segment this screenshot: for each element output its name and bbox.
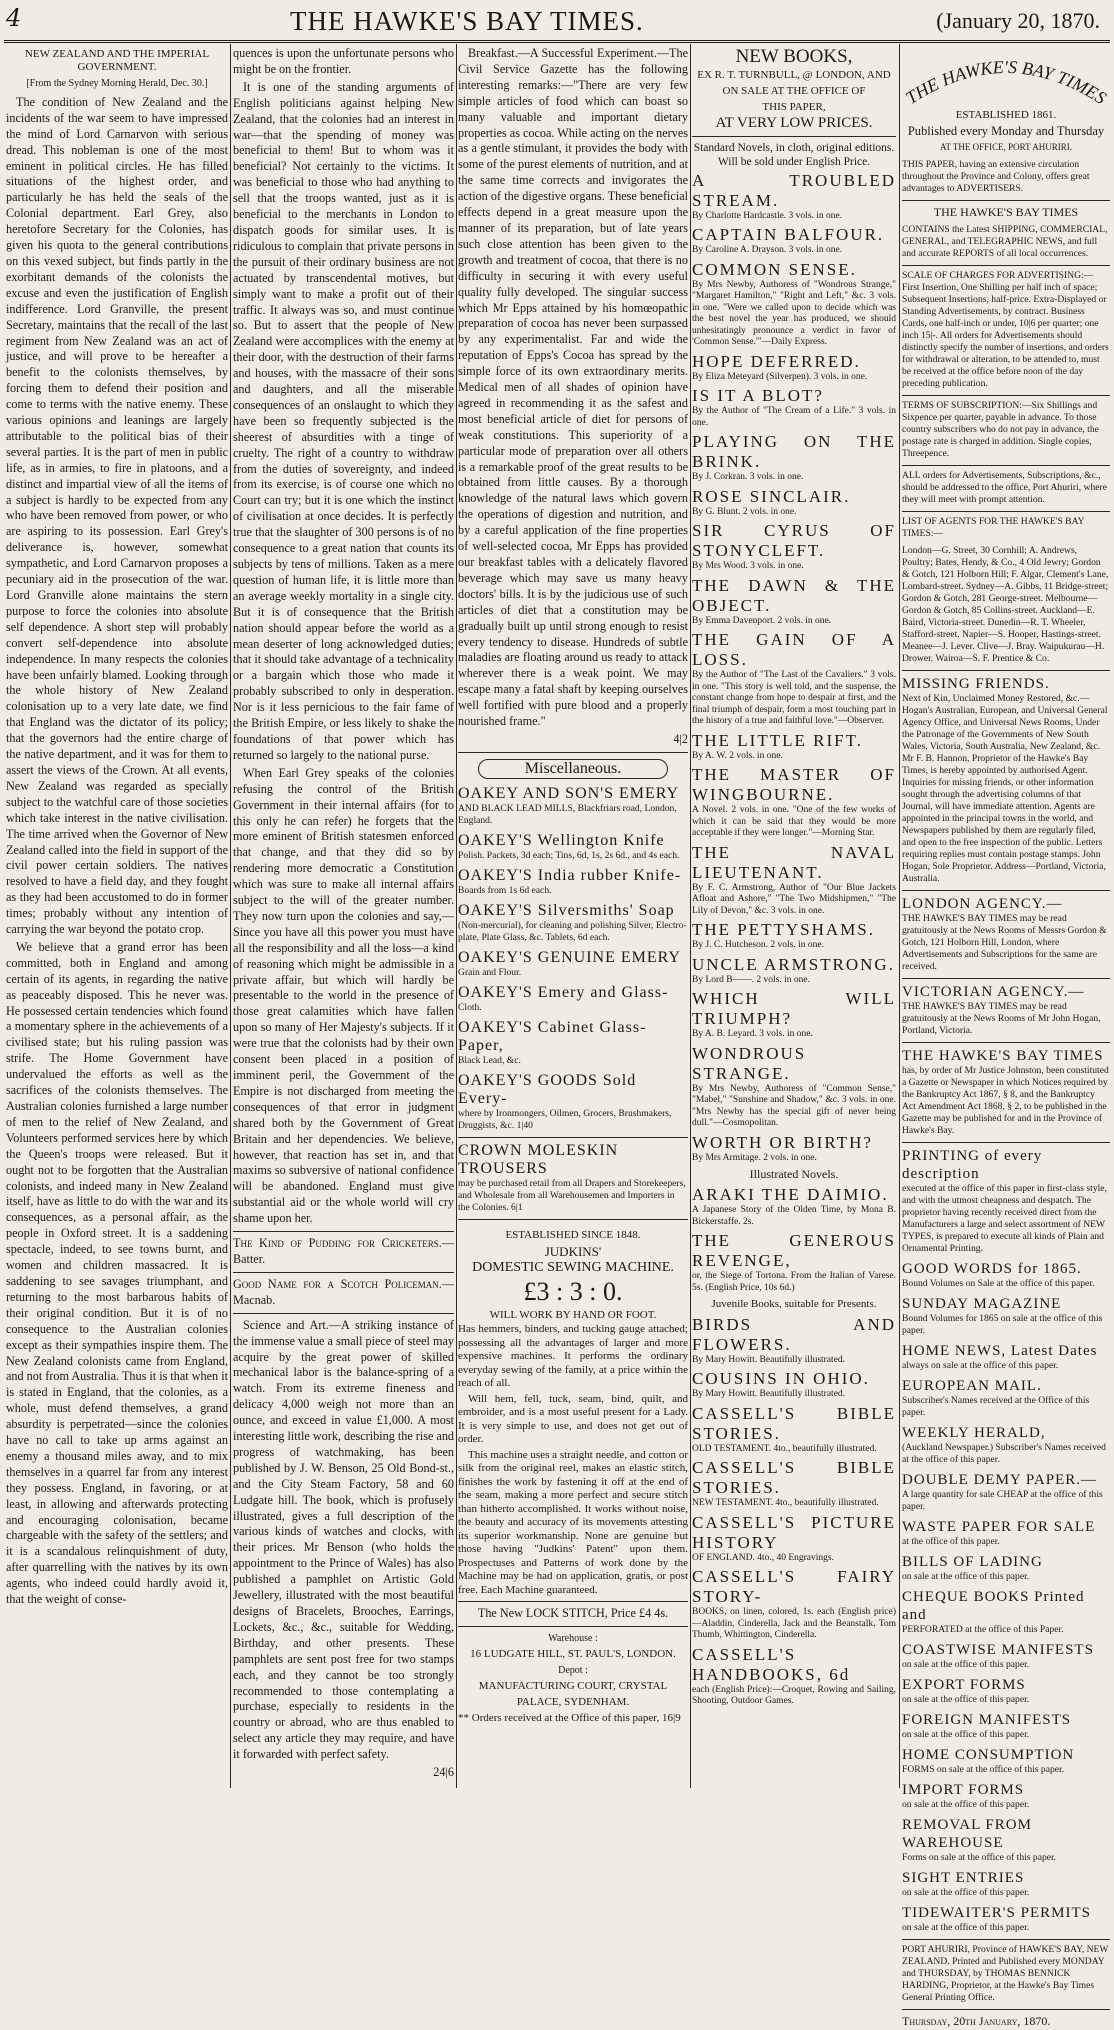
standard-novels: Standard Novels, in cloth, original editions. Will be sold under English Price. bbox=[693, 141, 895, 168]
new-books-on-sale: ON SALE AT THE OFFICE OF bbox=[722, 84, 866, 97]
divider bbox=[458, 1601, 688, 1602]
divider bbox=[902, 1042, 1110, 1043]
column-rule bbox=[899, 44, 900, 1788]
oakey-ad: OAKEY AND SON'S EMERY AND BLACK LEAD MILLS, Blackfriars road, London, England. bbox=[458, 784, 680, 826]
crown-ad: CROWN MOLESKIN TROUSERS may be purchased retail from all Drapers and Storekeepers, and Wholesale from all Warehousemen and Importers in the Colonies. 6|1 bbox=[458, 1141, 686, 1213]
terms-ad: TERMS OF SUBSCRIPTION:—Six Shillings and Sixpence per quarter, payable in advance. To those country subscribers who do not pay in advance, the postage rate is charged in addition. Single copies, Threepence. bbox=[902, 399, 1099, 459]
sewing-work: WILL WORK BY HAND OR FOOT. bbox=[489, 1308, 657, 1321]
short-ad: HOME CONSUMPTION FORMS on sale at the office of this paper. bbox=[902, 1746, 1075, 1775]
agents-list: London—G. Street, 30 Cornhill; A. Andrews, Poultry; Bates, Hendy, & Co., 4 Old Jewry; Gordon & Gotch, 121 Holborn Hill; F. Algar, Clement's Lane, Lombard-street. Sydney—A. Gibbs, 11 Bridge-street; Gordon & Gotch, 281 George-street. Melbourne—Gordon & Gotch, 85 Collins-street. Auckland—E. Baird, Victoria-street. Dunedin—R. T. Wheeler, Stafford-street. Napier—S. Hooper, Hastings-street. Meanee—J. Lever. Clive—J. Bray. Waipukurau—H. Drower. Wairoa—S. F. Prentice & Co. bbox=[902, 544, 1109, 664]
svg-text:THE HAWKE'S BAY TIMES: THE HAWKE'S BAY TIMES bbox=[902, 56, 1110, 108]
short-ad: HOME NEWS, Latest Dates always on sale at the office of this paper. bbox=[902, 1342, 1098, 1371]
new-books-title: NEW BOOKS, bbox=[735, 46, 853, 67]
divider bbox=[458, 752, 688, 753]
hbt-gazette-ad: THE HAWKE'S BAY TIMES has, by order of Mr Justice Johnston, been constituted a Gazette or Newspaper in which Notices required by the Bankruptcy Act 1867, § 8, and the Bankruptcy Act Amendment Act 1868, § 2, to be published in the Gazette may be published for and in the Province of Hawke's Bay. bbox=[902, 1047, 1109, 1136]
oakey-ad: OAKEY'S GOODS Sold Every- where by Ironmongers, Oilmen, Grocers, Brushmakers, Druggists, &c. 1|40 bbox=[458, 1071, 672, 1131]
book-listing: THE PETTYSHAMS. By J. C. Hutcheson. 2 vols. in one. bbox=[692, 920, 876, 951]
divider bbox=[233, 1272, 454, 1273]
divider bbox=[902, 1939, 1110, 1940]
oakey-ad: OAKEY'S Silversmiths' Soap (Non-mercurial), for cleaning and polishing Silver, Electro-plate, Plate Glass, &c. Tablets, 6d each. bbox=[458, 901, 687, 943]
short-ad: IMPORT FORMS on sale at the office of this paper. bbox=[902, 1781, 1030, 1810]
divider bbox=[902, 2009, 1110, 2010]
divider bbox=[902, 890, 1110, 891]
book-listing: THE NAVAL LIEUTENANT. By F. C. Armstrong, Author of "Our Blue Jackets Afloat and Ashore," "The Two Midshipmen," "The Lily of Devon," &c. 3 vols. in one. bbox=[692, 842, 896, 916]
filler-item: The Kind of Pudding for Cricketers.— Batter. bbox=[233, 1236, 454, 1266]
sewing-name: JUDKINS' bbox=[544, 1243, 602, 1259]
divider bbox=[902, 395, 1110, 396]
book-listing: WORTH OR BIRTH? By Mrs Armitage. 2 vols. in one. bbox=[692, 1132, 873, 1163]
column-2 bbox=[233, 46, 454, 1788]
short-ad: EXPORT FORMS on sale at the office of this paper. bbox=[902, 1676, 1030, 1705]
sewing-price: £3 : 3 : 0. bbox=[523, 1276, 623, 1306]
filler-item: Good Name for a Scotch Policeman.— Macnab. bbox=[233, 1276, 454, 1307]
lock-stitch: The New LOCK STITCH, Price £4 4s. bbox=[477, 1606, 669, 1621]
article-paragraph: We believe that a grand error has been committed, both in England and among certain of its agents, in regarding the native as peaceably disposed. This he never was. He possessed certain tendencies which found a momentary sphere in the achievements of a civilised state; but his ruling passion was strife. The Home Government have undervalued the efforts as well as the sacrifices of the colonists themselves. The Australian colonies furnished a large number of men to the relief of New Zealand, and Volunteers performed services here by which the Queen's troops were released. But it ought not to be forgotten that the Australian colonists, and indeed many in New Zealand itself, have as little to do with the war and its consequences, as a personal affair, as the people in Oxford street. It is a saddening spectacle, indeed, to see towns burnt, and women and children massacred. It is saddening to see savages triumphant, and returning to the most barbarous habits of their original condition. But it is of no consequence to the Australian colonies except as their sympathies inspire them. The New Zealand colonists came from England, and not from Australia. Thus it is that when it is stated in England, that the colonies, as a whole, must defend themselves, a grand absurdity is perpetrated—since the colonies have no call to take up arms against an enemy a thousand miles away, and to mix themselves in a quarrel far from any interest they possess. England, in favoring, or at least, in allowing and afterwards protecting and encouraging colonisation, became chargeable with the safety of the settlers; and it is a scandalous relinquishment of duty, after quarrelling with the natives by its own agents, who indeed could hardly avoid it, that the weight of conse- bbox=[6, 939, 228, 1607]
hbt-heading: THE HAWKE'S BAY TIMES bbox=[933, 204, 1079, 219]
column-3 bbox=[458, 46, 688, 1788]
short-ad: EUROPEAN MAIL. Subscriber's Names received at the Office of this paper. bbox=[902, 1377, 1090, 1418]
oakey-ad: OAKEY'S Cabinet Glass-Paper, Black Lead, &c. bbox=[458, 1018, 647, 1066]
book-listing: COMMON SENSE. By Mrs Newby, Authoress of "Wondrous Strange," "Margaret Hamilton," "Right and Left," &c. 3 vols. in one. "Were we called upon to decide which was the best novel the year has produced, we should unhesitatingly pronounce a verdict in favor of 'Common Sense.'"—Daily Express. bbox=[692, 259, 896, 348]
masthead-arc bbox=[902, 46, 1110, 108]
printing-ad: PRINTING of every description executed at the office of this paper in first-class style, and with the utmost cheapness and despatch. The proprietor having recently received direct from the Manufacturers a large and select assortment of NEW TYPES, is prepared to execute all kinds of Plain and Ornamental Printing. bbox=[902, 1147, 1107, 1254]
short-ad: SUNDAY MAGAZINE Bound Volumes for 1865 on sale at the office of this paper. bbox=[902, 1295, 1103, 1336]
book-listing: THE DAWN & THE OBJECT. By Emma Davenport. 2 vols. in one. bbox=[692, 575, 896, 626]
established: ESTABLISHED 1861. bbox=[955, 109, 1057, 121]
new-books-low: AT VERY LOW PRICES. bbox=[715, 114, 873, 131]
science-paragraph: Science and Art.—A striking instance of the immense value a small piece of steel may acquire by the great power of skilled mechanical labor is the balance-spring of a watch. From its extreme fineness and delicacy 4,000 weigh not more than an ounce, and exceed in value £1,000. A most interesting little work, describing the rise and progress of watchmaking, has been published by J. W. Benson, 25 Old Bond-st., and the City Steam Factory, 58 and 60 Ludgate hill. The book, which is profusely illustrated, gives a full description of the various kinds of watches and clocks, with their prices. Mr Benson (who holds the appointment to the Prince of Wales) has also published a pamphlet on Artistic Gold Jewellery, illustrated with the most beautiful designs of Bracelets, Brooches, Earrings, Lockets, &c., &c., suitable for Wedding, Birthday, and other presents. These pamphlets are sent post free for two stamps each, and they cannot be too strongly recommended to those contemplating a purchase, especially to residents in the country or abroad, who are thus enabled to select any article they may require, and have it forwarded with perfect safety. bbox=[233, 1317, 455, 1762]
article-paragraph: The condition of New Zealand and the incidents of the war seem to have impressed the mind of Lord Carnarvon with serious dread. This nobleman is one of the most eminent in political circles. He has filled situations of the highest order, and particularly he has held the seals of the Colonial department. Earl Grey, also heretofore Secretary for the Colonies, has given his quota to the general contributions on this vexed subject, but finds partly in the exorbitant demands of the colonists the excuse and even the justification of English indifference. Lord Granville, the present Secretary, maintains that the recall of the last regiment from New Zealand was an act of justice, and will prove to be hereafter a benefit to the colonists themselves, by forcing them to defend their position and come to terms with the native enemy. These various opinions and leanings are largely attributable to the political bias of their several parties. It is the part of men in public life, as in armies, to fire in platoons, and a distinct and impartial view of all the items of a subject is hardly to be expected from any who have been removed from power, or who are aspiring to its possession. Earl Grey's deliverance is, however, somewhat sympathetic, and Lord Carnarvon proposes a pecuniary aid in the prosecution of the war. Lord Granville alone maintains the stern purpose to force the colonies into absolute self dependence. A short step will probably convert self-dependence into absolute independence. In many respects the colonies have been unfairly blamed. Looking through the whole history of New Zealand colonisation up to a very late date, we find that England was the dictator of its policy; that the governors had the entire charge of the native department, and it was for them to assert the views of the Crown. At all events, New Zealand was regarded as specially subject to the watchful care of those societies which take interest in the native civilisation. The time arrived when the Governor of New Zealand called into the field in support of the civil power certain soldiers. The natives resolved to have a field day, and they fought as they had been accustomed to do in former times; probably without any intention of carrying the war beyond the potato crop. bbox=[6, 94, 228, 937]
header-rule bbox=[4, 40, 1110, 43]
article-paragraph: It is one of the standing arguments of English politicians against helping New Zealand, that the colonies had an interest in war—that the spending of money was beneficial to them! But to whom was it beneficial? Not certainly to the victims. It was beneficial to those who had anything to sell that the troops wanted, just as it is beneficial to the merchants in London to dispatch goods for similar uses. It is ridiculous to complain that private persons in the pursuit of their ordinary business are not actuated by transcendental motives, but simply want to make a profit out of their traffic. It always was so, and must continue so. But to assert that the people of New Zealand were accomplices with the enemy at their door, with the destruction of their farms and houses, with the massacre of their sons and daughters, and all the miserable consequences of an onslaught to which they have been so frequently subjected is the sheerest of absurdities with a tinge of cruelty. The right of a country to withdraw from the duties of sovereignty, and indeed from its exercise, is of course one which no Court can try; but it is one which the instinct of civilisation at once decides. It is perfectly true that the slaughter of 300 persons is of no consequence to a great nation that counts its subjects by tens of millions. Taken as a mere question of human life, it is little more than an average weekly mortality in a single city. But it is of consequence that the British nation should appear before the world as a mean deserter of long acknowledged duties; that it should take advantage of a technicality or a bargain which those who made it probably subscribed to only in desperation. Nor is it less pernicious to the fair fame of the British Empire, or less likely to shake the foundations of that power which has returned so largely to the national purse. bbox=[233, 79, 454, 762]
divider bbox=[233, 1313, 454, 1314]
imprint-date: Thursday, 20th January, 1870. bbox=[902, 2013, 1051, 2028]
column-rule bbox=[230, 44, 231, 1788]
orders-note: ** Orders received at the Office of this paper, 16|9 bbox=[458, 1711, 681, 1724]
book-listing: WONDROUS STRANGE. By Mrs Newby, Authoress of "Common Sense," "Mabel," "Sunshine and Shadow," &c. 3 vols. in one. "Mrs Newby has the special gift of never being dull."—Cosmopolitan. bbox=[692, 1043, 896, 1129]
scale-ad: SCALE OF CHARGES FOR ADVERTISING:— First Insertion, One Shilling per half inch of space; Subsequent Insertions, half-price. Extra-Displayed or Standing Advertisements, by contract. Business Cards, one half-inch or under, 10|6 per quarter; one inch 15|-. All orders for Advertisements should distinctly specify the number of insertions, and orders for withdrawal or alteration, to be attended to, must be received at the office before noon of the day preceding publication. bbox=[902, 269, 1109, 389]
short-ad: CHEQUE BOOKS Printed and PERFORATED at the office of this Paper. bbox=[902, 1588, 1085, 1635]
short-ad: COASTWISE MANIFESTS on sale at the office of this paper. bbox=[902, 1641, 1094, 1670]
sewing-title: DOMESTIC SEWING MACHINE. bbox=[472, 1259, 674, 1275]
short-ad: TIDEWAITER'S PERMITS on sale at the office of this paper. bbox=[902, 1904, 1091, 1933]
hbt-ad: CONTAINS the Latest SHIPPING, COMMERCIAL, GENERAL, and TELEGRAPHIC NEWS, and full and accurate REPORTS of all local occurrences. bbox=[902, 223, 1108, 259]
reference-number: 24|6 bbox=[433, 1765, 454, 1780]
book-listing: ROSE SINCLAIR. By G. Blunt. 2 vols. in one. bbox=[692, 486, 851, 517]
sewing-paragraph: Will hem, fell, tuck, seam, bind, quilt, and embroider, and is a most useful present for a Lady. It is very simple to use, and does not get out of order. bbox=[458, 1392, 688, 1446]
book-listing: UNCLE ARMSTRONG. By Lord B——. 2 vols. in one. bbox=[692, 954, 895, 985]
short-ad: DOUBLE DEMY PAPER.— A large quantity for sale CHEAP at the office of this paper. bbox=[902, 1471, 1103, 1512]
column-1 bbox=[6, 46, 228, 1788]
warehouse-address: 16 LUDGATE HILL, ST. PAUL'S, LONDON. bbox=[470, 1648, 676, 1661]
book-listing: THE MASTER OF WINGBOURNE. A Novel. 2 vols. in one. "One of the few works of which it can be said that they would be more acceptable if they were longer."—Morning Star. bbox=[692, 765, 896, 839]
sewing-paragraph: Has hemmers, binders, and tucking gauge attached; possessing all the advantages of larger and more expensive machines. It performs the ordinary everyday sewing of the family, at a price within the reach of all. bbox=[458, 1323, 688, 1390]
book-listing: CASSELL'S BIBLE STORIES. OLD TESTAMENT. 4to., beautifully illustrated. bbox=[692, 1403, 896, 1454]
divider bbox=[902, 465, 1110, 466]
issue-date: (January 20, 1870. bbox=[936, 8, 1100, 33]
orders-ad: ALL orders for Advertisements, Subscriptions, &c., should be addressed to the office, Port Ahuriri, where they will meet with prompt attention. bbox=[902, 469, 1107, 505]
page-number: 4 bbox=[6, 4, 22, 32]
reference-number: 4|2 bbox=[673, 731, 688, 746]
intro-ad: THIS PAPER, having an extensive circulation throughout the Province and Colony, offers great advantages to ADVERTISERS. bbox=[902, 158, 1090, 194]
office-line: AT THE OFFICE, PORT AHURIRI. bbox=[940, 141, 1072, 152]
column-rule bbox=[456, 44, 457, 1788]
divider bbox=[902, 1142, 1110, 1143]
book-listing: CASSELL'S PICTURE HISTORY OF ENGLAND. 4to., 40 Engravings. bbox=[692, 1512, 896, 1563]
book-listing: THE GAIN OF A LOSS. By the Author of "The Last of the Cavaliers." 3 vols. in one. "This story is well told, and the suspense, the constant change from hope to despair at first, and the final triumph of despair, form a most touching part in the history of a true and faithful love."—Observer. bbox=[692, 630, 896, 727]
book-listing: A TROUBLED STREAM. By Charlotte Hardcastle. 3 vols. in one. bbox=[692, 170, 896, 221]
book-listing: BIRDS AND FLOWERS. By Mary Howitt. Beautifully illustrated. bbox=[692, 1314, 896, 1365]
divider bbox=[458, 1219, 688, 1220]
article-paragraph: When Earl Grey speaks of the colonies refusing the control of the British Government in their internal affairs (for to this only he can refer) he forgets that the more eminent of British statesmen enforced that change, and that they did so by rendering more democratic a Constitution which was sure to make all internal affairs subject to the will of the greater number. They now turn upon the colonies and say,—Since you have all this power you must have all the responsibility and all the loss—a kind of reasoning which might be admissible in a private affair, but which will hardly be presentable to the world in the presence of those great calamities which have fallen upon so many of Her Majesty's subjects. If it were true that the colonists had by their own consent been placed in a position of imminent peril, the Government of the Empire is not discharged from meeting the consequences of that error in judgment shared both by the Government of Great Britain and her dependencies. We believe, however, that reaction has set in, and that maxims so subversive of national confidence will be abandoned. England must give substantial aid or the whole world will cry shame upon her. bbox=[233, 765, 454, 1226]
agents-heading: LIST OF AGENTS FOR THE HAWKE'S BAY TIMES:— bbox=[902, 515, 1085, 539]
juvenile-heading: Juvenile Books, suitable for Presents. bbox=[711, 1298, 877, 1311]
short-ad: GOOD WORDS for 1865. Bound Volumes on Sale at the office of this paper. bbox=[902, 1260, 1095, 1289]
depot-label: Depot : bbox=[558, 1665, 588, 1677]
warehouse-label: Warehouse : bbox=[548, 1633, 598, 1645]
london-ad: LONDON AGENCY.— THE HAWKE'S BAY TIMES may be read gratuitously at the News Rooms of Messrs Gordon & Gotch, 121 Holborn Hill, London, where Advertisements and Subscriptions for the same are received. bbox=[902, 895, 1107, 972]
sewing-est: ESTABLISHED SINCE 1848. bbox=[505, 1228, 641, 1241]
missing-ad: MISSING FRIENDS. Next of Kin, Unclaimed Money Restored, &c.—Hogan's Australian, European, and Universal General Agency Office, and Universal News Rooms, Under the Patronage of the Governments of New South Wales, Victoria, South Australia, New Zealand, &c. Mr F. B. Hannon, Proprietor of the Hawke's Bay Times, is hereby appointed by authorised Agent. Inquiries for missing friends, or other information sought through the advertising columns of that Journal, will have immediate attention. Agents are appointed in the principal towns in the world, and Newspapers published by them are regularly filed, and open to the free inspection of the public. Letters requiring replies must contain postage stamps. John Hogan, Sole Proprietor. Address—Portland, Victoria, Australia. bbox=[902, 675, 1108, 884]
book-listing: ARAKI THE DAIMIO. A Japanese Story of the Olden Time, by Mona B. Bickerstaffe. 2s. bbox=[692, 1185, 896, 1227]
book-listing: IS IT A BLOT? By the Author of "The Cream of a Life." 3 vols. in one. bbox=[692, 386, 896, 428]
article-source: [From the Sydney Morning Herald, Dec. 30.] bbox=[26, 78, 208, 89]
divider bbox=[692, 136, 896, 137]
new-books-this-paper: THIS PAPER, bbox=[762, 100, 826, 113]
book-listing: THE LITTLE RIFT. By A. W. 2 vols. in one. bbox=[692, 730, 863, 761]
short-ad: BILLS OF LADING on sale at the office of this paper. bbox=[902, 1553, 1043, 1582]
imprint: PORT AHURIRI, Province of HAWKE'S BAY, NEW ZEALAND. Printed and Published every MONDAY and THURSDAY, by THOMAS BENNICK HARDING, Proprietor, at the Hawke's Bay Times General Printing Office. bbox=[902, 1943, 1109, 2003]
new-books-ex: EX R. T. TURNBULL, @ LONDON, AND bbox=[697, 69, 891, 81]
oakey-ad: OAKEY'S Wellington Knife Polish. Packets, 3d each; Tins, 6d, 1s, 2s 6d., and 4s each. bbox=[458, 831, 680, 861]
divider bbox=[458, 1626, 688, 1627]
oakey-ad: OAKEY'S GENUINE EMERY Grain and Flour. bbox=[458, 948, 681, 978]
sewing-paragraph: This machine uses a straight needle, and cotton or silk from the original reel, makes an elastic stitch, finishes the work by fastening it off at the end of the seam, making a more perfect and secure stitch than hitherto accomplished. It works without noise, the beauty and accuracy of its movements attesting its superior workmanship. None are genuine but those having "Judkins' Patent" upon them. Prospectuses and Patterns of work done by the Machine may be had on application, gratis, or post free. Each Machine guaranteed. bbox=[458, 1448, 688, 1596]
divider bbox=[902, 511, 1110, 512]
column-5 bbox=[902, 46, 1110, 2028]
book-listing: HOPE DEFERRED. By Eliza Meteyard (Silverpen). 3 vols. in one. bbox=[692, 351, 868, 382]
page-header bbox=[0, 0, 1114, 46]
divider bbox=[902, 978, 1110, 979]
section-title: Miscellaneous. bbox=[478, 759, 668, 779]
book-listing: CASSELL'S BIBLE STORIES. NEW TESTAMENT. 4to., beautifully illustrated. bbox=[692, 1458, 896, 1509]
depot-address: MANUFACTURING COURT, CRYSTAL PALACE, SYDENHAM. bbox=[478, 1680, 668, 1708]
oakey-ad: OAKEY'S Emery and Glass- Cloth. bbox=[458, 983, 669, 1013]
book-listing: COUSINS IN OHIO. By Mary Howitt. Beautifully illustrated. bbox=[692, 1369, 870, 1400]
book-listing: CASSELL'S HANDBOOKS, 6d each (English Price):—Croquet, Rowing and Sailing, Shooting, Outdoor Games. bbox=[692, 1644, 896, 1707]
short-ad: FOREIGN MANIFESTS on sale at the office of this paper. bbox=[902, 1711, 1072, 1740]
book-listing: SIR CYRUS OF STONYCLEFT. By Mrs Wood. 3 vols. in one. bbox=[692, 521, 896, 572]
short-ad: REMOVAL FROM WAREHOUSE Forms on sale at the office of this paper. bbox=[902, 1816, 1057, 1863]
column-4 bbox=[692, 46, 896, 1788]
short-ad: WEEKLY HERALD, (Auckland Newspaper.) Subscriber's Names received at the office of this paper. bbox=[902, 1424, 1106, 1465]
masthead: THE HAWKE'S BAY TIMES. bbox=[290, 6, 644, 36]
divider bbox=[458, 1137, 688, 1138]
book-listing: CASSELL'S FAIRY STORY- BOOKS, on linen, colored, 1s. each (English price)—Aladdin, Cinderella, Jack and the Beanstalk, Tom Thumb, Whittington, Cinderella. bbox=[692, 1567, 896, 1641]
article-heading: NEW ZEALAND AND THE IMPERIAL GOVERNMENT. bbox=[24, 48, 210, 73]
book-listing: PLAYING ON THE BRINK. By J. Corkran. 3 vols. in one. bbox=[692, 432, 896, 483]
divider bbox=[902, 265, 1110, 266]
divider bbox=[902, 200, 1110, 201]
published: Published every Monday and Thursday bbox=[907, 123, 1105, 138]
short-ad: SIGHT ENTRIES on sale at the office of this paper. bbox=[902, 1869, 1030, 1898]
divider bbox=[233, 1231, 454, 1232]
short-ad: WASTE PAPER FOR SALE at the office of this paper. bbox=[902, 1518, 1096, 1547]
book-listing: WHICH WILL TRIUMPH? By A. B. Leyard. 3 vols. in one. bbox=[692, 989, 896, 1040]
illustrated-heading: Illustrated Novels. bbox=[749, 1167, 839, 1182]
book-listing: CAPTAIN BALFOUR. By Caroline A. Drayson. 3 vols. in one. bbox=[692, 225, 885, 256]
article-paragraph: quences is upon the unfortunate persons who might be on the frontier. bbox=[233, 46, 454, 76]
breakfast-paragraph: Breakfast.—A Successful Experiment.—The Civil Service Gazette has the following interesting remarks:—"There are very few simple articles of food which can boast so many valuable and important dietary properties as cocoa. While acting on the nerves as a gentle stimulant, it provides the body with some of the purest elements of nutrition, and at the same time corrects and invigorates the action of the digestive organs. These beneficial effects depend in a great measure upon the manner of its preparation, but of late years such close attention has been given to the growth and treatment of cocoa, that there is no difficulty in securing it with every useful quality fully developed. The singular success which Mr Epps attained by his homœopathic preparation of cocoa has never been surpassed by any experimentalist. Far and wide the reputation of Epps's Cocoa has spread by the simple force of its own extraordinary merits. Medical men of all shades of opinion have agreed in recommending it as the safest and most beneficial article of diet for persons of weak constitutions. This superiority of a particular mode of preparation over all others is a remarkable proof of the great results to be obtained from little causes. By a thorough knowledge of the natural laws which govern the operations of digestion and nutrition, and by a careful application of the fine properties of well-selected cocoa, Mr Epps has provided our breakfast tables with a delicately flavored beverage which may save us many heavy doctors' bills. It is by the judicious use of such articles of diet that a constitution may be gradually built up until strong enough to resist every tendency to disease. Hundreds of subtle maladies are floating around us ready to attack wherever there is a weak point. We may escape many a fatal shaft by keeping ourselves well fortified with pure blood and a properly nourished frame." bbox=[458, 46, 688, 729]
oakey-ad: OAKEY'S India rubber Knife- Boards from 1s 6d each. bbox=[458, 866, 682, 896]
divider bbox=[902, 670, 1110, 671]
victorian-ad: VICTORIAN AGENCY.— THE HAWKE'S BAY TIMES may be read gratuitously at the News Rooms of Mr John Hogan, Portland, Victoria. bbox=[902, 983, 1101, 1036]
book-listing: THE GENEROUS REVENGE, or, the Siege of Tortona. From the Italian of Varese. 5s. (English Price, 10s 6d.) bbox=[692, 1231, 896, 1293]
column-rule bbox=[690, 44, 691, 1788]
